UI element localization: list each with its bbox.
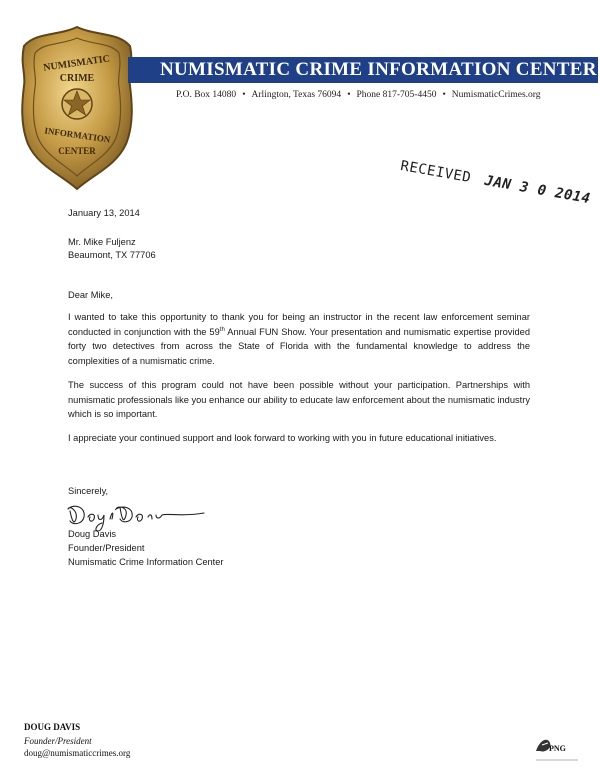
stamp-date: JAN 3 0 2014 [483,172,592,208]
contact-city: Arlington, Texas 76094 [251,90,342,100]
salutation: Dear Mike, [68,290,113,300]
organization-name: NUMISMATIC CRIME INFORMATION CENTER [160,59,597,80]
paragraph-2 [68,378,530,422]
recipient-address: Beaumont, TX 77706 [68,250,156,260]
badge-text-3: INFORMATION [43,125,111,145]
paragraph-2-text: The success of this program could not have been possible without your participation. Partnerships with numismatic professionals like you enhance our ability to educate law enforcement about the numismatic industry which is so important. [68,380,530,419]
recipient-name: Mr. Mike Fuljenz [68,237,136,247]
bullet-separator: • [442,90,446,100]
bullet-separator: • [242,90,246,100]
paragraph-3-text: I appreciate your continued support and look forward to working with you in future educational initiatives. [68,433,497,443]
ordinal-suffix: th [219,326,225,333]
bullet-separator: • [347,90,351,100]
badge-text-2: CRIME [59,73,95,84]
stamp-label: RECEIVED [399,158,473,187]
closing: Sincerely, [68,486,109,496]
signer-title: Founder/President [68,543,145,553]
badge-text-4: CENTER [58,146,96,156]
signer-organization: Numismatic Crime Information Center [68,557,224,567]
contact-website: NumismaticCrimes.org [451,90,541,100]
footer-title: Founder/President [24,736,92,746]
paragraph-1-part-a: I wanted to take this opportunity to thank you for being an instructor in the recent law enforcement seminar conducted in conjunction with the 59 [68,312,530,337]
badge-text-1: NUMISMATIC [42,53,111,74]
letter-date: January 13, 2014 [68,208,140,218]
organization-banner [128,57,598,83]
footer-email[interactable]: doug@numismaticcrimes.org [24,748,131,758]
contact-line [176,90,541,100]
signer-name: Doug Davis [68,529,117,539]
png-logo-text: PNG [549,744,566,753]
footer-name: DOUG DAVIS [24,722,81,732]
received-stamp [399,158,591,207]
paragraph-1-part-b: Annual FUN Show. Your presentation and numismatic expertise provided forty two detectives from across the State of Florida with the fundamental knowledge to address the complexities of a numismatic crime. [68,326,530,366]
contact-phone: Phone 817-705-4450 [356,90,437,100]
paragraph-1 [68,310,530,368]
paragraph-3 [68,431,530,446]
contact-po-box: P.O. Box 14080 [176,90,237,100]
police-badge-logo [18,24,136,192]
